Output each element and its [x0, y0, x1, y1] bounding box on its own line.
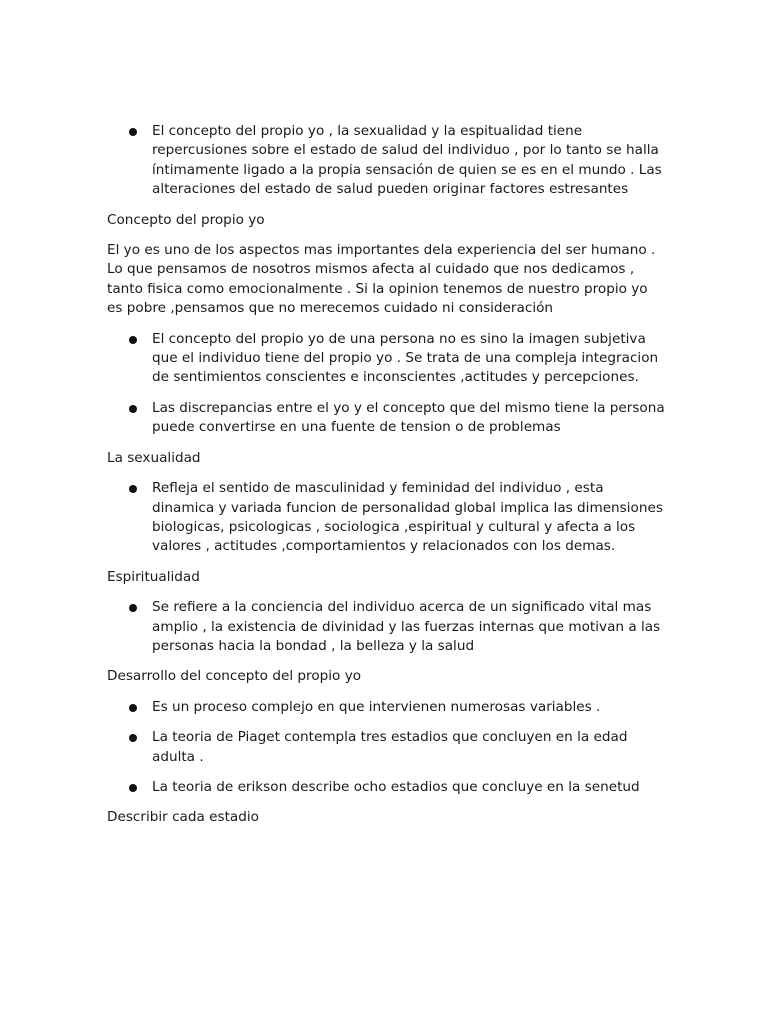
bullet-text: Es un proceso complejo en que intervienen numerosas variables .: [152, 698, 601, 715]
document-body: [107, 122, 667, 839]
sexualidad-bullet-list: [107, 479, 667, 557]
bullet-icon: [129, 336, 137, 344]
bullet-text: Se refiere a la conciencia del individuo acerca de un significado vital mas amplio , la existencia de divinidad y las fuerzas internas que motivan a las personas hacia la bondad , la belleza y la salud: [152, 599, 661, 654]
section-heading-desarrollo: Desarrollo del concepto del propio yo: [107, 668, 362, 685]
closing-heading: Describir cada estadio: [107, 809, 259, 826]
bullet-icon: [129, 734, 137, 742]
list-item: [107, 399, 667, 438]
bullet-icon: [129, 405, 137, 413]
bullet-text: Refleja el sentido de masculinidad y feminidad del individuo , esta dinamica y variada funcion de personalidad global implica las dimensiones biologicas, psicologicas , sociologica ,espiritual y cultural y afecta a los valores , actitudes ,comportamientos y relacionados con los demas.: [152, 480, 663, 555]
section-heading-espiritualidad: Espiritualidad: [107, 568, 200, 585]
intro-bullet-list: [107, 122, 667, 200]
bullet-text: El concepto del propio yo de una persona no es sino la imagen subjetiva que el individuo tiene del propio yo . Se trata de una compleja integracion de sentimientos conscientes e inconscientes ,actitudes y percepciones.: [152, 330, 659, 386]
bullet-text: El concepto del propio yo , la sexualidad y la espitualidad tiene repercusiones sobre el estado de salud del individuo , por lo tanto se halla íntimamente ligado a la propia sensación de quien se es en el mundo . Las alteraciones del estado de salud pueden originar factores estresantes: [152, 123, 662, 198]
section-heading-concepto: Concepto del propio yo: [107, 211, 265, 228]
bullet-icon: [129, 128, 137, 136]
paragraph-concepto: El yo es uno de los aspectos mas importantes dela experiencia del ser humano . Lo que pensamos de nosotros mismos afecta al cuidado que nos dedicamos , tanto fisica como emocionalmente . Si la opinion tenemos de nuestro propio yo es pobre ,pensamos que no merecemos cuidado ni consideración: [107, 242, 656, 317]
list-item: [107, 479, 667, 557]
list-item: [107, 728, 667, 767]
bullet-icon: [129, 784, 137, 792]
list-item: [107, 698, 667, 717]
bullet-text: La teoria de Piaget contempla tres estadios que concluyen en la edad adulta .: [152, 729, 628, 765]
bullet-text: La teoria de erikson describe ocho estadios que concluye en la senetud: [152, 778, 640, 795]
desarrollo-bullet-list: [107, 698, 667, 798]
list-item: [107, 598, 667, 656]
section-heading-sexualidad: La sexualidad: [107, 449, 201, 466]
bullet-text: Las discrepancias entre el yo y el concepto que del mismo tiene la persona puede convertirse en una fuente de tension o de problemas: [152, 399, 665, 436]
list-item: [107, 122, 667, 200]
bullet-icon: [129, 485, 137, 493]
espiritualidad-bullet-list: [107, 598, 667, 656]
list-item: [107, 778, 667, 797]
bullet-icon: [129, 604, 137, 612]
list-item: [107, 330, 667, 388]
bullet-icon: [129, 704, 137, 712]
concepto-bullet-list: [107, 330, 667, 438]
